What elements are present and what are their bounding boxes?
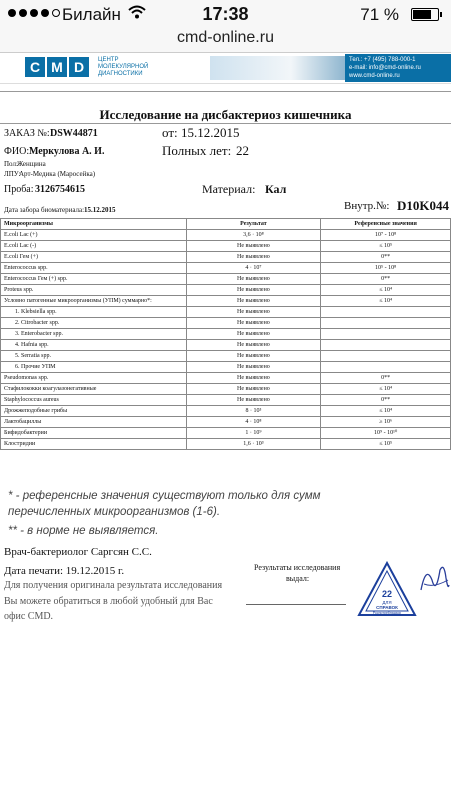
- results-table: [0, 218, 451, 450]
- table-row: [1, 428, 451, 439]
- internal-number: D10K044: [397, 198, 449, 213]
- cell-reference: [321, 340, 451, 351]
- sex-label: Пол:: [4, 160, 18, 168]
- svg-text:ДЛЯ: ДЛЯ: [382, 600, 392, 605]
- cell-result: Не выявлено: [186, 362, 321, 373]
- fio-label: ФИО:: [4, 146, 30, 157]
- cell-result: 1 · 10⁹: [186, 428, 321, 439]
- doctor-name: Врач-бактериолог Саргсян С.С.: [4, 546, 152, 558]
- collect-label: Дата забора биоматериала:: [4, 206, 85, 214]
- address-bar[interactable]: [0, 26, 451, 53]
- cell-organism: E.coli Lac (+): [1, 230, 187, 241]
- footnote-2: ** - в норме не выявляется.: [8, 525, 159, 537]
- banner-contacts: Тел.: +7 (495) 788-000-1 e-mail: info@cmd-online.ru www.cmd-online.ru: [345, 54, 451, 82]
- order-number: DSW44871: [50, 128, 98, 139]
- results-issued-label: Результаты исследования: [254, 563, 341, 572]
- svg-text:22: 22: [381, 589, 393, 599]
- logo-letter-d: D: [69, 57, 89, 77]
- col-header-reference: Референсные значения: [321, 219, 451, 230]
- cell-reference: [321, 307, 451, 318]
- col-header-organisms: Микроорганизмы: [1, 219, 187, 230]
- cell-organism: Pseudomonas spp.: [1, 373, 187, 384]
- internal-label: Внутр.№:: [344, 200, 390, 212]
- cell-reference: ≥ 10⁶: [321, 417, 451, 428]
- logo-caption: ЦЕНТР МОЛЕКУЛЯРНОЙ ДИАГНОСТИКИ: [98, 57, 149, 77]
- svg-text:СПРАВОК: СПРАВОК: [376, 605, 398, 610]
- cell-result: 8 · 10³: [186, 406, 321, 417]
- material-label: Материал:: [202, 182, 256, 196]
- clock: 17:38: [202, 4, 249, 24]
- cell-organism: Лактобациллы: [1, 417, 187, 428]
- cell-organism: E.coli Lac (-): [1, 241, 187, 252]
- cell-reference: 0**: [321, 395, 451, 406]
- logo-letter-m: M: [47, 57, 67, 77]
- lab-equipment-image: [210, 56, 345, 80]
- order-date: 15.12.2015: [181, 125, 240, 140]
- table-row: [1, 318, 451, 329]
- from-label: от:: [162, 125, 178, 140]
- logo-letter-c: C: [25, 57, 45, 77]
- table-row: [1, 362, 451, 373]
- cell-reference: [321, 351, 451, 362]
- cell-organism: Proteus spp.: [1, 285, 187, 296]
- table-row: [1, 439, 451, 450]
- cell-organism: Staphylococcus aureus: [1, 395, 187, 406]
- cell-result: Не выявлено: [186, 384, 321, 395]
- cell-organism: Дрожжеподобные грибы: [1, 406, 187, 417]
- table-row: [1, 274, 451, 285]
- cell-result: Не выявлено: [186, 252, 321, 263]
- cell-result: Не выявлено: [186, 241, 321, 252]
- cell-reference: 10⁹ - 10¹⁰: [321, 428, 451, 439]
- divider: [0, 123, 451, 124]
- table-row: [1, 329, 451, 340]
- original-note-1: Для получения оригинала результата исследования: [4, 580, 223, 591]
- sample-label: Проба:: [4, 184, 34, 195]
- carrier-name: Билайн: [62, 5, 121, 24]
- cell-result: Не выявлено: [186, 373, 321, 384]
- cell-organism: Условно патогенные микроорганизмы (УПМ) суммарно*:: [1, 296, 187, 307]
- cell-organism: 2. Citrobacter spp.: [1, 318, 187, 329]
- url-text[interactable]: cmd-online.ru: [177, 29, 274, 46]
- battery-icon: [411, 8, 439, 21]
- cell-result: Не выявлено: [186, 395, 321, 406]
- battery-percent: 71 %: [360, 5, 399, 24]
- original-note-3: офис CMD.: [4, 611, 54, 622]
- cell-result: Не выявлено: [186, 307, 321, 318]
- table-row: [1, 307, 451, 318]
- material-value: Кал: [265, 182, 287, 196]
- signature-line: [246, 604, 346, 605]
- order-label: ЗАКАЗ №:: [4, 128, 50, 139]
- cell-reference: 10⁷ - 10⁸: [321, 230, 451, 241]
- cell-organism: 5. Serratia spp.: [1, 351, 187, 362]
- cell-organism: 1. Klebsiella spp.: [1, 307, 187, 318]
- table-row: [1, 252, 451, 263]
- table-row: [1, 241, 451, 252]
- table-row: [1, 384, 451, 395]
- sample-number: 3126754615: [35, 184, 85, 195]
- cell-result: 4 · 10⁷: [186, 263, 321, 274]
- table-row: [1, 230, 451, 241]
- table-row: [1, 263, 451, 274]
- table-row: [1, 351, 451, 362]
- table-row: [1, 406, 451, 417]
- cell-reference: [321, 362, 451, 373]
- cell-organism: Enterococcus Гем (+) spp.: [1, 274, 187, 285]
- cell-result: 3,6 · 10⁸: [186, 230, 321, 241]
- footnote-1: * - референсные значения существуют только для сумм: [8, 490, 321, 502]
- cell-result: 4 · 10⁸: [186, 417, 321, 428]
- table-header-row: [1, 219, 451, 230]
- table-row: [1, 285, 451, 296]
- cmd-logo[interactable]: [25, 57, 89, 77]
- cell-organism: 6. Прочие УПМ: [1, 362, 187, 373]
- cell-result: Не выявлено: [186, 351, 321, 362]
- status-bar: [0, 0, 451, 26]
- table-row: [1, 417, 451, 428]
- original-note-2: Вы можете обратиться в любой удобный для Вас: [4, 596, 213, 607]
- cell-reference: 0**: [321, 373, 451, 384]
- print-date: Дата печати: 19.12.2015 г.: [4, 565, 125, 577]
- patient-sex: Женщина: [17, 160, 46, 168]
- cell-reference: ≤ 10⁵: [321, 241, 451, 252]
- cell-result: Не выявлено: [186, 340, 321, 351]
- cell-reference: 10⁵ - 10⁸: [321, 263, 451, 274]
- cell-reference: 0**: [321, 274, 451, 285]
- table-row: [1, 373, 451, 384]
- cell-organism: Enterococcus spp.: [1, 263, 187, 274]
- divider: [0, 91, 451, 92]
- col-header-result: Результат: [186, 219, 321, 230]
- lpu-label: ЛПУ:: [4, 170, 21, 178]
- cell-reference: ≤ 10⁴: [321, 406, 451, 417]
- issued-by-label: выдал:: [286, 574, 310, 583]
- clinic-stamp: [357, 561, 417, 617]
- cell-reference: 0**: [321, 252, 451, 263]
- cell-reference: ≤ 10⁵: [321, 439, 451, 450]
- footnote-1-continued: перечисленных микроорганизмов (1-6).: [8, 506, 221, 518]
- lpu-value: Арт-Медика (Маросейка): [19, 170, 96, 178]
- cell-reference: ≤ 10⁴: [321, 384, 451, 395]
- document-title: Исследование на дисбактериоз кишечника: [99, 107, 352, 122]
- cell-reference: [321, 329, 451, 340]
- cell-reference: ≤ 10⁴: [321, 296, 451, 307]
- cell-organism: Клостридии: [1, 439, 187, 450]
- cell-result: Не выявлено: [186, 329, 321, 340]
- signature: [418, 560, 451, 605]
- cell-organism: E.coli Гем (+): [1, 252, 187, 263]
- collect-date: 15.12.2015: [84, 206, 116, 214]
- patient-age: 22: [236, 143, 249, 158]
- age-label: Полных лет:: [162, 143, 232, 158]
- table-row: [1, 340, 451, 351]
- cell-result: Не выявлено: [186, 285, 321, 296]
- table-row: [1, 395, 451, 406]
- cell-result: Не выявлено: [186, 296, 321, 307]
- cell-organism: Стафилококки коагулазонегативные: [1, 384, 187, 395]
- svg-text:Роспотребнадзор: Роспотребнадзор: [372, 611, 402, 615]
- cell-reference: ≤ 10⁴: [321, 285, 451, 296]
- cell-organism: 4. Hafnia spp.: [1, 340, 187, 351]
- cell-reference: [321, 318, 451, 329]
- table-row: [1, 296, 451, 307]
- cell-organism: 3. Enterobacter spp.: [1, 329, 187, 340]
- patient-name: Меркулова А. И.: [29, 146, 105, 157]
- cell-organism: Бифидобактерии: [1, 428, 187, 439]
- cell-result: 1,6 · 10³: [186, 439, 321, 450]
- cell-result: Не выявлено: [186, 274, 321, 285]
- cell-result: Не выявлено: [186, 318, 321, 329]
